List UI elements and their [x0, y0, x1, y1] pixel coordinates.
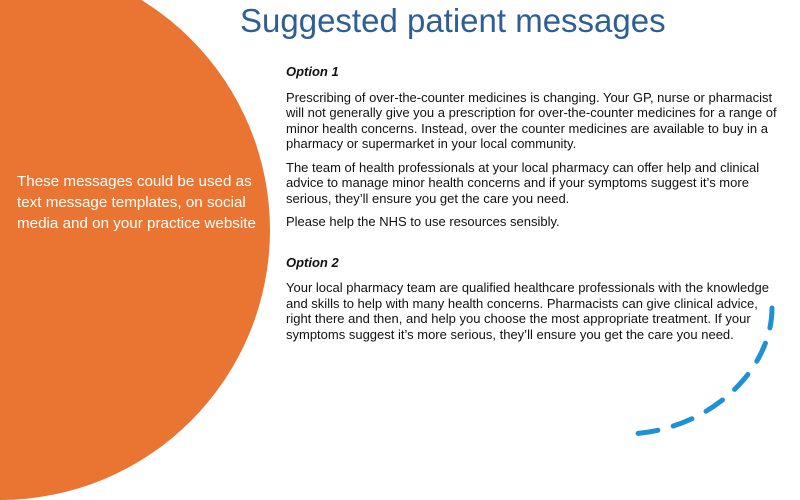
side-note: These messages could be used as text message templates, on social media and on your practice website [17, 173, 256, 232]
orange-circle-decoration [0, 0, 270, 500]
option-2-paragraph-1: Your local pharmacy team are qualified healthcare professionals with the knowledge and skills to help with many health concerns. Pharmacists can give clinical advice, right there and then, and help you choose the most appropriate treatment. If your symptoms suggest it’s more serious, they’ll ensure you get the care you need. [286, 280, 769, 342]
option-1-paragraph-3: Please help the NHS to use resources sensibly. [286, 214, 560, 229]
option-1-paragraph-2: The team of health professionals at your local pharmacy can offer help and clinical advice to manage minor health concerns and if your symptoms suggest it’s more serious, they’ll ensure you get the care you need. [286, 159, 760, 206]
option-2-heading: Option 2 [286, 254, 339, 270]
page-title: Suggested patient messages [240, 2, 666, 39]
option-1-block [286, 64, 786, 230]
option-1-heading: Option 1 [286, 64, 339, 79]
option-1-paragraph-1: Prescribing of over-the-counter medicines is changing. Your GP, nurse or pharmacist will not generally give you a prescription for over-the-counter medicines for a range of minor health concerns. Instead, over the counter medicines are available to buy in a pharmacy or supermarket in your local community. [286, 89, 777, 151]
dashed-arc-decoration [600, 290, 800, 450]
